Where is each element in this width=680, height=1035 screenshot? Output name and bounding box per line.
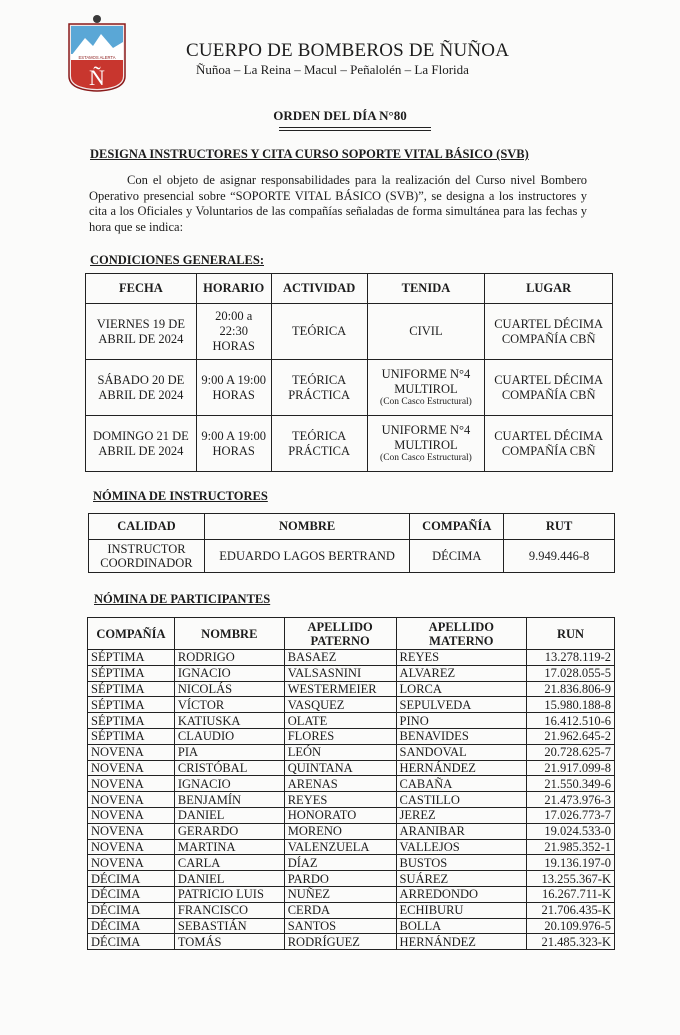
- table-row: [88, 713, 615, 729]
- participantes-heading: NÓMINA DE PARTICIPANTES: [94, 592, 271, 606]
- run-cell: 21.985.352-1: [527, 839, 615, 855]
- table-row: [88, 871, 615, 887]
- apellido-paterno-cell: RODRÍGUEZ: [284, 934, 396, 950]
- col-header-fecha: FECHA: [86, 274, 197, 304]
- table-row: [88, 681, 615, 697]
- nombre-cell: VÍCTOR: [174, 697, 284, 713]
- apellido-paterno-cell: DÍAZ: [284, 855, 396, 871]
- tenida-note: (Con Casco Estructural): [380, 453, 472, 463]
- run-cell: 21.706.435-K: [527, 902, 615, 918]
- compania-cell: NOVENA: [88, 760, 175, 776]
- run-cell: 13.255.367-K: [527, 871, 615, 887]
- table-row: [89, 540, 615, 573]
- table-row: [88, 934, 615, 950]
- apellido-materno-cell: HERNÁNDEZ: [396, 760, 527, 776]
- apellido-materno-cell: ALVAREZ: [396, 665, 527, 681]
- intro-paragraph: [89, 173, 587, 235]
- col-header-apellido-materno: APELLIDO MATERNO: [396, 618, 527, 650]
- table-row: [88, 650, 615, 666]
- nombre-cell: TOMÁS: [174, 934, 284, 950]
- apellido-materno-cell: CABAÑA: [396, 776, 527, 792]
- condiciones-table: [85, 273, 613, 472]
- apellido-paterno-cell: REYES: [284, 792, 396, 808]
- tenida-text: CIVIL: [409, 324, 443, 338]
- compania-cell: DÉCIMA: [88, 902, 175, 918]
- compania-cell: SÉPTIMA: [88, 681, 175, 697]
- table-row: [88, 665, 615, 681]
- apellido-paterno-cell: MORENO: [284, 823, 396, 839]
- apellido-paterno-cell: OLATE: [284, 713, 396, 729]
- table-row: [86, 304, 613, 360]
- title-underline: [279, 127, 431, 131]
- fecha-cell: SÁBADO 20 DE ABRIL DE 2024: [86, 360, 197, 416]
- apellido-materno-cell: SUÁREZ: [396, 871, 527, 887]
- table-row: [88, 697, 615, 713]
- nombre-cell: MARTINA: [174, 839, 284, 855]
- apellido-materno-cell: REYES: [396, 650, 527, 666]
- nombre-cell: IGNACIO: [174, 776, 284, 792]
- run-cell: 19.136.197-0: [527, 855, 615, 871]
- table-row: [88, 839, 615, 855]
- lugar-cell: CUARTEL DÉCIMA COMPAÑÍA CBÑ: [485, 304, 613, 360]
- compania-cell: NOVENA: [88, 744, 175, 760]
- logo-motto: ESTAMOS ALERTA: [78, 55, 116, 60]
- nombre-cell: DANIEL: [174, 807, 284, 823]
- table-row: [88, 886, 615, 902]
- apellido-materno-cell: CASTILLO: [396, 792, 527, 808]
- nombre-cell: GERARDO: [174, 823, 284, 839]
- table-row: [88, 760, 615, 776]
- horario-cell: 9:00 A 19:00 HORAS: [196, 360, 271, 416]
- table-row: [88, 776, 615, 792]
- apellido-materno-cell: BOLLA: [396, 918, 527, 934]
- tenida-cell: [367, 360, 485, 416]
- apellido-paterno-cell: FLORES: [284, 728, 396, 744]
- compania-cell: SÉPTIMA: [88, 697, 175, 713]
- run-cell: 21.550.349-6: [527, 776, 615, 792]
- nombre-cell: RODRIGO: [174, 650, 284, 666]
- nombre-cell: FRANCISCO: [174, 902, 284, 918]
- organization-subtitle: Ñuñoa – La Reina – Macul – Peñalolén – La Florida: [196, 62, 469, 77]
- apellido-paterno-cell: BASAEZ: [284, 650, 396, 666]
- compania-cell: NOVENA: [88, 855, 175, 871]
- run-cell: 19.024.533-0: [527, 823, 615, 839]
- participantes-body: [88, 650, 615, 950]
- actividad-cell: TEÓRICA: [271, 304, 367, 360]
- compania-cell: NOVENA: [88, 792, 175, 808]
- intro-text: Con el objeto de asignar responsabilidades para la realización del Curso nivel Bombero Operativo presencial sobre “SOPORTE VITAL BÁSICO (SVB)”, se designa a los instructores y cita a los Oficiales y Voluntarios de las compañías señaladas de forma simultánea para las fechas y hora que se indica:: [89, 173, 587, 234]
- rut-cell: 9.949.446-8: [504, 540, 615, 573]
- apellido-paterno-cell: VALENZUELA: [284, 839, 396, 855]
- nombre-cell: CLAUDIO: [174, 728, 284, 744]
- apellido-paterno-cell: HONORATO: [284, 807, 396, 823]
- compania-cell: SÉPTIMA: [88, 650, 175, 666]
- table-row: [88, 807, 615, 823]
- nombre-cell: PIA: [174, 744, 284, 760]
- compania-cell: DÉCIMA: [88, 934, 175, 950]
- apellido-materno-cell: JEREZ: [396, 807, 527, 823]
- run-cell: 16.412.510-6: [527, 713, 615, 729]
- compania-cell: DÉCIMA: [88, 871, 175, 887]
- apellido-materno-cell: PINO: [396, 713, 527, 729]
- col-header-compania: COMPAÑÍA: [410, 514, 504, 540]
- compania-cell: DÉCIMA: [88, 918, 175, 934]
- col-header-apellido-paterno: APELLIDO PATERNO: [284, 618, 396, 650]
- logo-letter: Ñ: [89, 65, 105, 90]
- apellido-materno-cell: ECHIBURU: [396, 902, 527, 918]
- tenida-cell: [367, 416, 485, 472]
- nombre-cell: DANIEL: [174, 871, 284, 887]
- col-header-actividad: ACTIVIDAD: [271, 274, 367, 304]
- apellido-paterno-cell: SANTOS: [284, 918, 396, 934]
- nombre-cell: PATRICIO LUIS: [174, 886, 284, 902]
- run-cell: 21.485.323-K: [527, 934, 615, 950]
- actividad-cell: TEÓRICA PRÁCTICA: [271, 360, 367, 416]
- apellido-materno-cell: ARANIBAR: [396, 823, 527, 839]
- apellido-materno-cell: BENAVIDES: [396, 728, 527, 744]
- col-header-tenida: TENIDA: [367, 274, 485, 304]
- apellido-materno-cell: HERNÁNDEZ: [396, 934, 527, 950]
- run-cell: 13.278.119-2: [527, 650, 615, 666]
- apellido-paterno-cell: CERDA: [284, 902, 396, 918]
- apellido-materno-cell: VALLEJOS: [396, 839, 527, 855]
- tenida-cell: [367, 304, 485, 360]
- table-row: [88, 823, 615, 839]
- col-header-compania: COMPAÑÍA: [88, 618, 175, 650]
- compania-cell: NOVENA: [88, 807, 175, 823]
- apellido-paterno-cell: PARDO: [284, 871, 396, 887]
- compania-cell: SÉPTIMA: [88, 665, 175, 681]
- tenida-text: UNIFORME N°4 MULTIROL: [381, 367, 471, 396]
- compania-cell: NOVENA: [88, 776, 175, 792]
- col-header-horario: HORARIO: [196, 274, 271, 304]
- actividad-cell: TEÓRICA PRÁCTICA: [271, 416, 367, 472]
- condiciones-heading: CONDICIONES GENERALES:: [90, 253, 264, 267]
- nombre-cell: KATIUSKA: [174, 713, 284, 729]
- apellido-paterno-cell: VALSASNINI: [284, 665, 396, 681]
- lugar-cell: CUARTEL DÉCIMA COMPAÑÍA CBÑ: [485, 416, 613, 472]
- run-cell: 21.962.645-2: [527, 728, 615, 744]
- apellido-materno-cell: ARREDONDO: [396, 886, 527, 902]
- apellido-paterno-cell: VASQUEZ: [284, 697, 396, 713]
- run-cell: 16.267.711-K: [527, 886, 615, 902]
- table-row: [88, 728, 615, 744]
- nombre-cell: EDUARDO LAGOS BERTRAND: [204, 540, 409, 573]
- nombre-cell: CARLA: [174, 855, 284, 871]
- apellido-paterno-cell: NUÑEZ: [284, 886, 396, 902]
- compania-cell: DÉCIMA: [88, 886, 175, 902]
- col-header-rut: RUT: [504, 514, 615, 540]
- compania-cell: SÉPTIMA: [88, 728, 175, 744]
- apellido-materno-cell: SANDOVAL: [396, 744, 527, 760]
- run-cell: 17.026.773-7: [527, 807, 615, 823]
- instructores-table: [88, 513, 615, 573]
- horario-cell: 20:00 a 22:30 HORAS: [196, 304, 271, 360]
- organization-title: CUERPO DE BOMBEROS DE ÑUÑOA: [186, 40, 510, 61]
- apellido-paterno-cell: ARENAS: [284, 776, 396, 792]
- apellido-materno-cell: LORCA: [396, 681, 527, 697]
- table-row: [86, 360, 613, 416]
- run-cell: 21.836.806-9: [527, 681, 615, 697]
- nombre-cell: SEBASTIÁN: [174, 918, 284, 934]
- run-cell: 15.980.188-8: [527, 697, 615, 713]
- table-row: [88, 744, 615, 760]
- apellido-materno-cell: BUSTOS: [396, 855, 527, 871]
- document-title: ORDEN DEL DÍA N°80: [273, 108, 407, 123]
- apellido-paterno-cell: LEÓN: [284, 744, 396, 760]
- run-cell: 20.728.625-7: [527, 744, 615, 760]
- col-header-nombre: NOMBRE: [204, 514, 409, 540]
- table-row: [88, 918, 615, 934]
- run-cell: 20.109.976-5: [527, 918, 615, 934]
- run-cell: 21.473.976-3: [527, 792, 615, 808]
- nombre-cell: NICOLÁS: [174, 681, 284, 697]
- table-row: [86, 416, 613, 472]
- calidad-cell: INSTRUCTOR COORDINADOR: [89, 540, 205, 573]
- apellido-paterno-cell: QUINTANA: [284, 760, 396, 776]
- document-subject: DESIGNA INSTRUCTORES Y CITA CURSO SOPORTE VITAL BÁSICO (SVB): [90, 147, 529, 161]
- run-cell: 21.917.099-8: [527, 760, 615, 776]
- col-header-calidad: CALIDAD: [89, 514, 205, 540]
- compania-cell: SÉPTIMA: [88, 713, 175, 729]
- compania-cell: DÉCIMA: [410, 540, 504, 573]
- table-row: [88, 792, 615, 808]
- fecha-cell: DOMINGO 21 DE ABRIL DE 2024: [86, 416, 197, 472]
- apellido-materno-cell: SEPULVEDA: [396, 697, 527, 713]
- logo: [67, 14, 127, 92]
- nombre-cell: CRISTÓBAL: [174, 760, 284, 776]
- nombre-cell: IGNACIO: [174, 665, 284, 681]
- apellido-paterno-cell: WESTERMEIER: [284, 681, 396, 697]
- table-row: [88, 855, 615, 871]
- compania-cell: NOVENA: [88, 839, 175, 855]
- nombre-cell: BENJAMÍN: [174, 792, 284, 808]
- horario-cell: 9:00 A 19:00 HORAS: [196, 416, 271, 472]
- run-cell: 17.028.055-5: [527, 665, 615, 681]
- instructores-heading: NÓMINA DE INSTRUCTORES: [93, 489, 268, 503]
- tenida-text: UNIFORME N°4 MULTIROL: [381, 423, 471, 452]
- col-header-run: RUN: [527, 618, 615, 650]
- fecha-cell: VIERNES 19 DE ABRIL DE 2024: [86, 304, 197, 360]
- compania-cell: NOVENA: [88, 823, 175, 839]
- table-row: [88, 902, 615, 918]
- tenida-note: (Con Casco Estructural): [380, 397, 472, 407]
- col-header-lugar: LUGAR: [485, 274, 613, 304]
- participantes-table: [87, 617, 615, 950]
- col-header-nombre: NOMBRE: [174, 618, 284, 650]
- lugar-cell: CUARTEL DÉCIMA COMPAÑÍA CBÑ: [485, 360, 613, 416]
